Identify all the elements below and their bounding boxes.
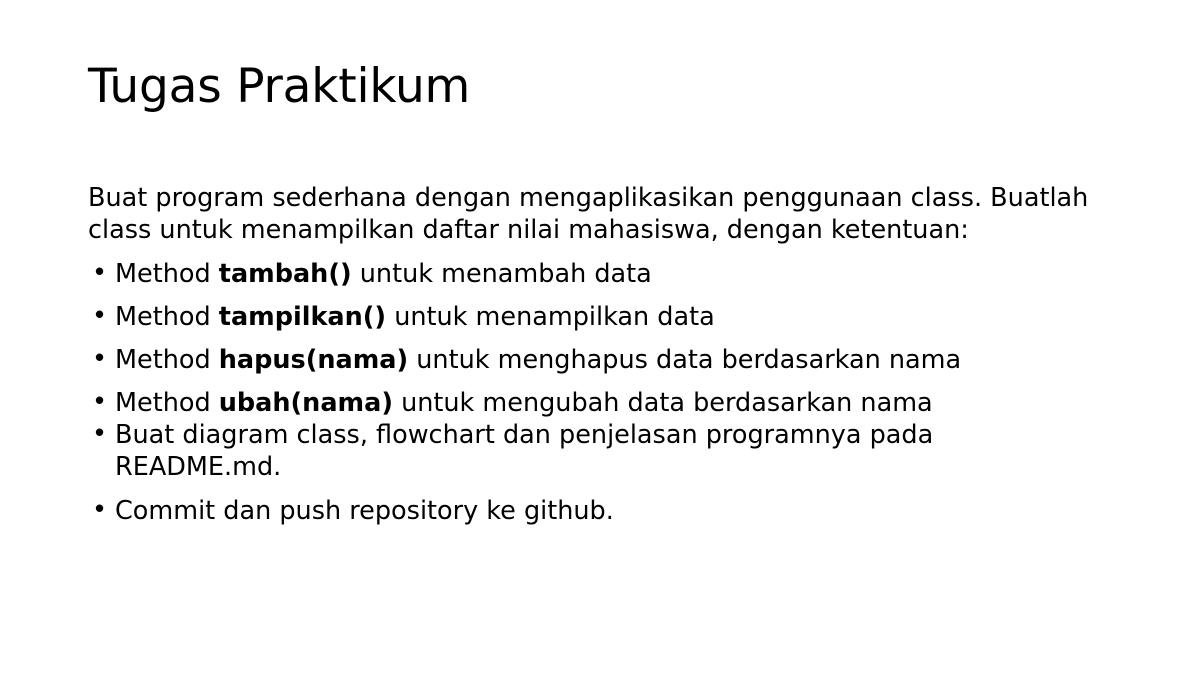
list-item	[88, 258, 1118, 290]
bullet-text-prefix: Method	[115, 388, 219, 419]
bullet-marker-icon: •	[92, 344, 108, 374]
task-bullet-list	[88, 419, 1118, 526]
list-item	[88, 301, 1118, 333]
list-item	[88, 419, 1118, 483]
method-bullet-list	[88, 258, 1118, 420]
bullet-text-line1: Commit dan push repository ke github.	[115, 495, 614, 526]
bullet-marker-icon: •	[92, 300, 108, 331]
bullet-text-prefix: Method	[115, 258, 219, 289]
bullet-text-line1: Buat diagram class, flowchart dan penjelasan programnya pada	[115, 420, 934, 451]
bullet-text-prefix: Method	[115, 345, 219, 375]
bullet-marker-icon: •	[92, 257, 108, 288]
bullet-text-suffix: untuk menambah data	[351, 258, 652, 289]
list-item	[88, 344, 1118, 376]
page-title: Tugas Praktikum	[88, 59, 471, 114]
bullet-text-strong: hapus(nama)	[218, 345, 409, 375]
bullet-text-strong: tampilkan()	[218, 301, 387, 332]
bullet-text-line2: README.md.	[115, 452, 282, 483]
list-item	[88, 495, 1118, 527]
bullet-text-strong: ubah(nama)	[218, 388, 393, 419]
bullet-text-strong: tambah()	[218, 258, 352, 289]
bullet-marker-icon: •	[92, 419, 108, 450]
intro-paragraph: Buat program sederhana dengan mengaplikasikan penggunaan class. Buatlah class untuk menampilkan daftar nilai mahasiswa, dengan ketentuan:	[88, 183, 1089, 246]
list-item	[88, 387, 1118, 419]
slide-body	[88, 182, 1118, 527]
bullet-text-suffix: untuk menghapus data berdasarkan nama	[408, 345, 962, 375]
bullet-text-suffix: untuk menampilkan data	[386, 301, 715, 332]
bullet-marker-icon: •	[92, 387, 108, 418]
bullet-marker-icon: •	[92, 494, 108, 525]
bullet-text-suffix: untuk mengubah data berdasarkan nama	[392, 388, 933, 419]
bullet-text-prefix: Method	[115, 301, 219, 332]
